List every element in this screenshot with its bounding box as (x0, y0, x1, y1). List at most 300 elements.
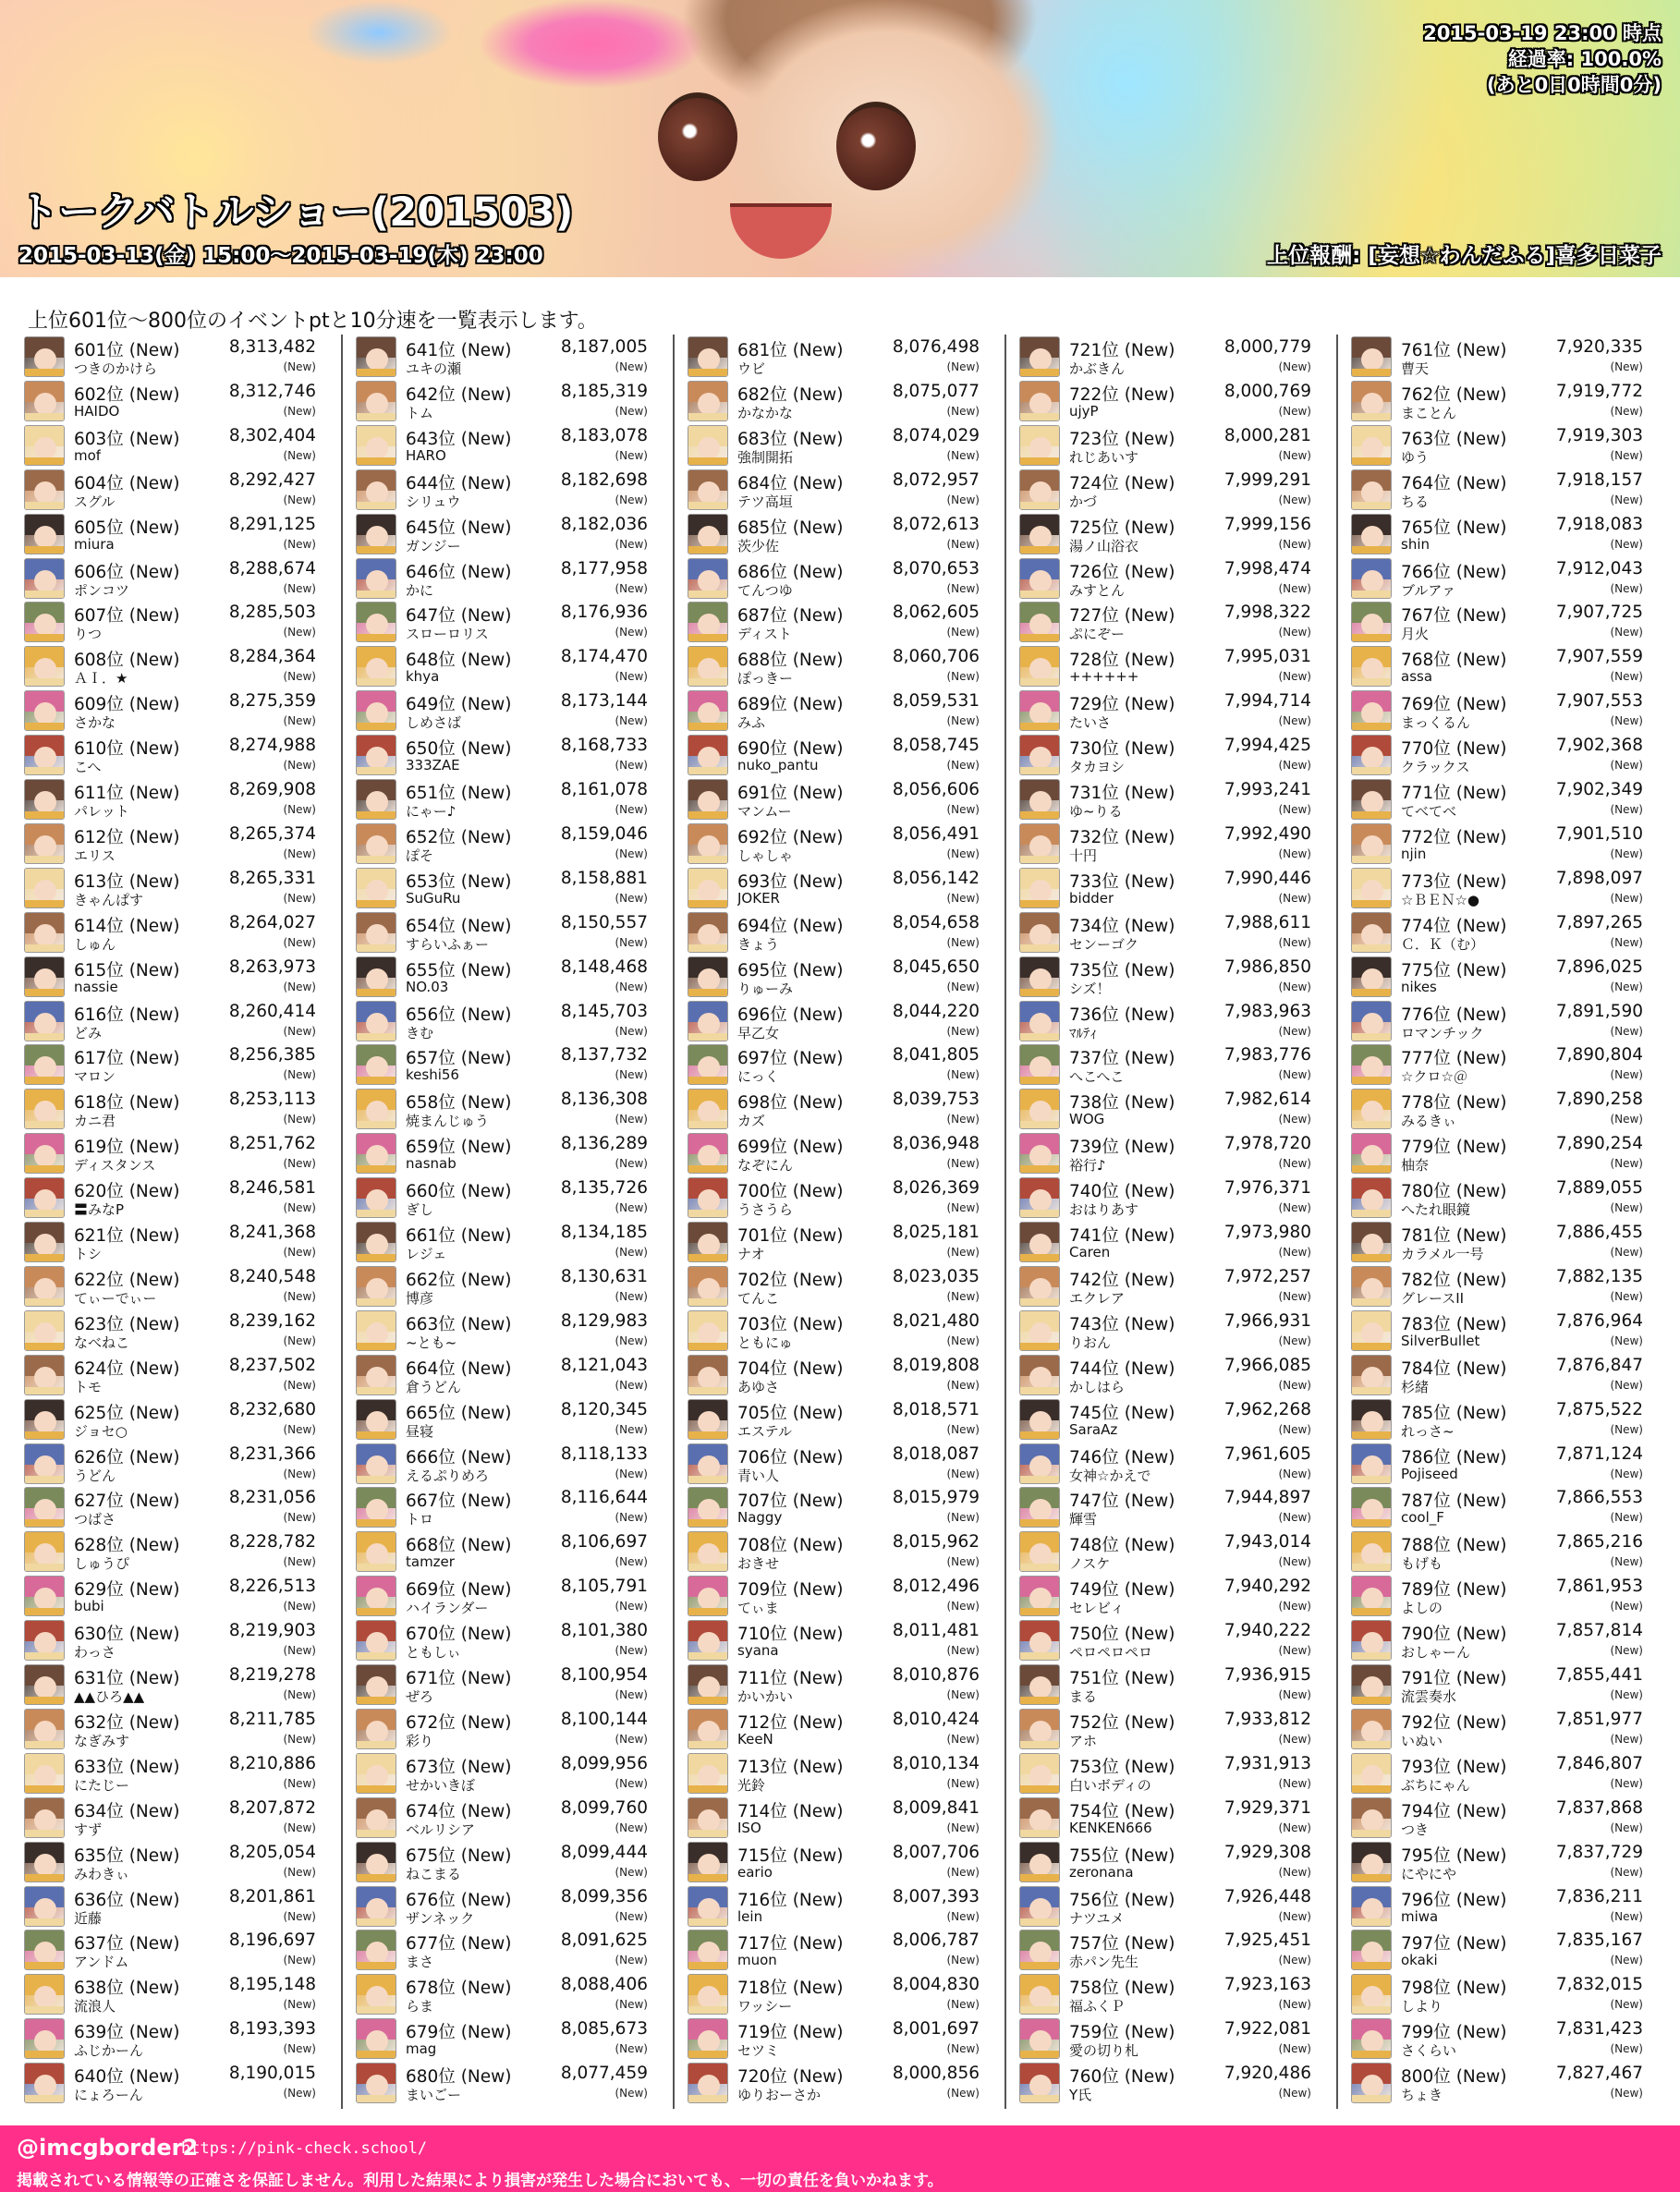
ranking-entry (1351, 733, 1656, 777)
speed-label: (New) (1278, 714, 1311, 728)
event-points: 8,173,144 (560, 691, 648, 712)
avatar (24, 469, 65, 510)
event-points: 7,876,964 (1555, 1310, 1643, 1331)
event-points: 7,972,257 (1223, 1266, 1311, 1286)
ranking-entry (24, 1397, 329, 1442)
event-points: 8,210,886 (228, 1753, 316, 1773)
speed-label: (New) (615, 1157, 648, 1171)
player-name: まる (1069, 1688, 1098, 1705)
player-name: さくらい (1401, 2042, 1457, 2060)
avatar (24, 1310, 65, 1351)
rank-label: 635位 (New) (74, 1845, 180, 1866)
speed-label: (New) (615, 404, 648, 418)
player-name: グレースII (1401, 1289, 1465, 1307)
ranking-entry (1019, 512, 1324, 556)
rank-label: 681位 (New) (737, 341, 844, 360)
speed-label: (New) (1610, 1776, 1643, 1790)
player-name: いぬい (1401, 1732, 1443, 1749)
ranking-entry (356, 423, 661, 468)
avatar (688, 1664, 728, 1705)
speed-label: (New) (1610, 714, 1643, 728)
event-points: 8,190,015 (228, 2064, 316, 2084)
ranking-entry (24, 999, 329, 1043)
event-points: 8,059,531 (892, 691, 980, 712)
player-name: HARO (406, 446, 446, 464)
player-name: ワッシー (737, 1998, 793, 2015)
rank-label: 689位 (New) (737, 695, 844, 715)
player-name: tamzer (406, 1553, 455, 1571)
player-name: SilverBullet (1401, 1332, 1480, 1349)
ranking-entry (24, 1662, 329, 1707)
player-name: きゃんぱす (74, 891, 144, 908)
player-name: lein (737, 1907, 763, 1925)
event-points: 7,851,977 (1555, 1709, 1643, 1729)
ranking-entry (688, 1309, 992, 1353)
site-url-link[interactable]: https://pink-check.school/ (181, 2139, 428, 2158)
ranking-entry (688, 644, 992, 688)
ranking-entry (688, 600, 992, 644)
avatar (1351, 1531, 1392, 1572)
avatar (1019, 425, 1060, 466)
ranking-entry (688, 1485, 992, 1529)
ranking-entry (24, 1485, 329, 1529)
player-name: マロン (74, 1068, 116, 1086)
rank-label: 614位 (New) (74, 916, 180, 936)
avatar (1019, 1044, 1060, 1085)
ranking-entry (688, 468, 992, 512)
speed-label: (New) (615, 980, 648, 993)
ranking-entry (356, 1353, 661, 1397)
player-name: ちょき (1401, 2087, 1443, 2104)
ranking-entry (1019, 1529, 1324, 1574)
ranking-entry (688, 1707, 992, 1751)
player-name: nuko_pantu (737, 757, 819, 774)
event-points: 8,265,374 (228, 823, 316, 844)
rank-label: 739位 (New) (1069, 1138, 1175, 1158)
speed-label: (New) (1610, 1422, 1643, 1436)
event-points: 7,988,611 (1223, 912, 1311, 932)
avatar (1351, 779, 1392, 820)
player-name: カズ (737, 1113, 766, 1130)
ranking-entry (1351, 1131, 1656, 1175)
rank-label: 693位 (New) (737, 871, 844, 892)
rank-label: 621位 (New) (74, 1226, 180, 1246)
avatar (356, 779, 396, 820)
speed-label: (New) (946, 1333, 980, 1347)
player-name: ＡＩ．★ (74, 670, 128, 688)
speed-label: (New) (615, 626, 648, 639)
event-points: 7,961,605 (1223, 1443, 1311, 1464)
ranking-entry (1351, 1840, 1656, 1884)
avatar (24, 1443, 65, 1484)
avatar (688, 646, 728, 687)
speed-label: (New) (946, 626, 980, 639)
ranking-entry (1019, 556, 1324, 601)
speed-label: (New) (946, 1378, 980, 1392)
player-name: トロ (406, 1511, 434, 1528)
avatar (356, 1709, 396, 1749)
rank-label: 650位 (New) (406, 739, 512, 760)
rank-label: 743位 (New) (1069, 1314, 1175, 1334)
avatar (1351, 823, 1392, 864)
ranking-entry (1019, 1309, 1324, 1353)
avatar (688, 1177, 728, 1218)
speed-label: (New) (283, 1776, 316, 1790)
speed-label: (New) (615, 759, 648, 773)
speed-label: (New) (1610, 581, 1643, 595)
rank-label: 692位 (New) (737, 827, 844, 847)
avatar (1019, 1531, 1060, 1572)
player-name: 光鈴 (737, 1776, 766, 1794)
speed-label: (New) (1278, 935, 1311, 949)
speed-label: (New) (1610, 2087, 1643, 2101)
speed-label: (New) (1278, 1688, 1311, 1701)
rank-label: 796位 (New) (1401, 1890, 1507, 1910)
ranking-entry (688, 1884, 992, 1929)
player-name: ブルアァ (1401, 581, 1456, 599)
event-points: 7,889,055 (1555, 1178, 1643, 1199)
event-points: 7,923,163 (1223, 1975, 1311, 1995)
event-points: 8,182,036 (560, 514, 648, 534)
avatar (1351, 1974, 1392, 2015)
avatar (1019, 1974, 1060, 2015)
event-points: 7,897,265 (1555, 912, 1643, 932)
speed-label: (New) (946, 1246, 980, 1259)
rank-label: 698位 (New) (737, 1093, 844, 1114)
avatar (1351, 1222, 1392, 1262)
player-name: 十円 (1069, 846, 1098, 864)
rank-label: 694位 (New) (737, 916, 844, 936)
player-name: 昼寝 (406, 1422, 434, 1440)
ranking-entry (1351, 1485, 1656, 1529)
ranking-entry (24, 955, 329, 999)
speed-label: (New) (1610, 803, 1643, 816)
event-points: 7,882,135 (1555, 1266, 1643, 1286)
rank-label: 660位 (New) (406, 1182, 512, 1202)
avatar (1351, 425, 1392, 466)
avatar (356, 956, 396, 997)
event-points: 7,886,455 (1555, 1223, 1643, 1242)
rank-label: 754位 (New) (1069, 1801, 1175, 1821)
speed-label: (New) (1610, 1024, 1643, 1038)
ranking-entry (1351, 777, 1656, 822)
event-points: 8,246,581 (228, 1178, 316, 1199)
avatar (24, 1487, 65, 1528)
avatar (24, 336, 65, 377)
avatar (356, 2018, 396, 2059)
event-points: 8,015,979 (892, 1488, 980, 1508)
rank-label: 662位 (New) (406, 1270, 512, 1290)
speed-label: (New) (615, 714, 648, 728)
player-name: スローロリス (406, 626, 489, 643)
player-name: てぃーでぃー (74, 1289, 157, 1307)
rank-label: 671位 (New) (406, 1669, 512, 1688)
rank-label: 626位 (New) (74, 1447, 180, 1467)
event-points: 8,099,356 (560, 1886, 648, 1906)
rank-label: 619位 (New) (74, 1138, 180, 1158)
player-name: かしはら (1069, 1378, 1126, 1395)
avatar (356, 469, 396, 510)
event-points: 8,312,746 (228, 381, 316, 401)
avatar (1019, 956, 1060, 997)
ranking-entry (688, 866, 992, 910)
avatar (356, 912, 396, 953)
event-points: 8,012,496 (892, 1577, 980, 1597)
ranking-entry (1351, 1042, 1656, 1087)
event-points: 7,837,868 (1555, 1797, 1643, 1818)
player-name: NO.03 (406, 978, 449, 995)
rank-label: 798位 (New) (1401, 1979, 1507, 1999)
player-name: しゃしゃ (737, 846, 794, 864)
ranking-entry (688, 955, 992, 999)
avatar (1019, 1310, 1060, 1351)
column-divider (673, 335, 675, 2109)
rank-label: 768位 (New) (1401, 651, 1507, 671)
avatar (24, 1886, 65, 1927)
player-name: miwa (1401, 1907, 1439, 1925)
rank-label: 697位 (New) (737, 1049, 844, 1069)
ranking-entry (24, 1707, 329, 1751)
speed-label: (New) (946, 1068, 980, 1082)
rank-label: 670位 (New) (406, 1625, 512, 1645)
speed-label: (New) (283, 493, 316, 506)
rank-label: 770位 (New) (1401, 739, 1507, 760)
player-name: えるぷりめろ (406, 1467, 490, 1484)
rank-label: 752位 (New) (1069, 1712, 1175, 1733)
speed-label: (New) (1610, 1821, 1643, 1834)
ranking-entry (1019, 777, 1324, 822)
ranking-entry (1019, 1353, 1324, 1397)
speed-label: (New) (946, 1422, 980, 1436)
event-points: 7,999,291 (1223, 469, 1311, 490)
rank-label: 672位 (New) (406, 1712, 512, 1733)
player-name: セレビィ (1069, 1600, 1125, 1617)
player-name: ﾏﾙﾃｨ (1069, 1024, 1098, 1041)
banner-artwork-eye-right (836, 102, 916, 190)
event-points: 8,009,841 (892, 1797, 980, 1818)
ranking-entry (24, 600, 329, 644)
ranking-entry (688, 1175, 992, 1220)
rank-label: 620位 (New) (74, 1182, 180, 1202)
ranking-entry (688, 1442, 992, 1486)
player-name: おはりあす (1069, 1201, 1139, 1219)
player-name: へたれ眼鏡 (1401, 1201, 1471, 1219)
player-name: Naggy (737, 1509, 783, 1527)
rank-label: 747位 (New) (1069, 1492, 1175, 1512)
speed-label: (New) (1610, 1068, 1643, 1082)
ranking-entry (1019, 733, 1324, 777)
rank-label: 729位 (New) (1069, 695, 1175, 715)
avatar (24, 2018, 65, 2059)
event-points: 8,056,606 (892, 780, 980, 799)
speed-label: (New) (946, 1732, 980, 1746)
player-name: ディスタンス (74, 1157, 156, 1175)
player-name: よしの (1401, 1600, 1443, 1617)
event-points: 8,182,698 (560, 469, 648, 490)
event-points: 7,966,085 (1223, 1355, 1311, 1375)
ranking-entry (1351, 1618, 1656, 1662)
speed-label: (New) (1610, 537, 1643, 551)
disclaimer-text: 掲載されている情報等の正確さを保証しません。利用した結果により損害が発生した場合においても、一切の責任を負いかねます。 (17, 2172, 943, 2190)
event-points: 7,943,014 (1223, 1532, 1311, 1553)
player-name: ゆりおーさか (737, 2087, 822, 2104)
ranking-entry (356, 1397, 661, 1442)
speed-label: (New) (615, 1201, 648, 1215)
speed-label: (New) (615, 1909, 648, 1923)
rank-label: 669位 (New) (406, 1580, 512, 1601)
event-points: 8,231,056 (228, 1488, 316, 1508)
speed-label: (New) (1610, 1157, 1643, 1171)
event-points: 8,072,957 (892, 469, 980, 490)
rank-label: 657位 (New) (406, 1049, 512, 1069)
rank-label: 690位 (New) (737, 739, 844, 760)
rank-label: 678位 (New) (406, 1979, 512, 1999)
event-points: 7,926,448 (1223, 1886, 1311, 1906)
player-name: 〓みなP (74, 1201, 125, 1219)
speed-label: (New) (1610, 891, 1643, 905)
player-name: きょう (737, 935, 780, 953)
ranking-entry (356, 468, 661, 512)
speed-label: (New) (283, 1068, 316, 1082)
event-points: 7,983,776 (1223, 1045, 1311, 1066)
speed-label: (New) (1610, 1909, 1643, 1923)
event-period: 2015-03-13(金) 15:00～2015-03-19(木) 23:00 (18, 244, 543, 268)
avatar (1019, 1266, 1060, 1307)
event-points: 8,101,380 (560, 1621, 648, 1641)
speed-label: (New) (946, 1865, 980, 1879)
speed-label: (New) (1278, 537, 1311, 551)
avatar (1019, 381, 1060, 421)
event-points: 7,994,714 (1223, 691, 1311, 712)
ranking-entry (356, 1529, 661, 1574)
twitter-handle-link[interactable]: @imcgborder2 (17, 2135, 199, 2161)
speed-label: (New) (946, 935, 980, 949)
ranking-entry (688, 423, 992, 468)
rank-label: 658位 (New) (406, 1093, 512, 1114)
ranking-entry (1019, 1264, 1324, 1309)
avatar (24, 1531, 65, 1572)
event-points: 8,256,385 (228, 1045, 316, 1066)
rank-label: 800位 (New) (1401, 2067, 1507, 2088)
player-name: てぃま (737, 1600, 779, 1617)
speed-label: (New) (283, 1688, 316, 1701)
speed-label: (New) (1610, 493, 1643, 506)
avatar (356, 1886, 396, 1927)
avatar (688, 1886, 728, 1927)
event-points: 8,129,983 (560, 1310, 648, 1331)
event-points: 8,116,644 (560, 1488, 648, 1508)
speed-label: (New) (946, 1555, 980, 1569)
avatar (1351, 469, 1392, 510)
event-points: 8,269,908 (228, 780, 316, 799)
event-points: 8,106,697 (560, 1532, 648, 1553)
ranking-entry (24, 1309, 329, 1353)
event-points: 8,015,962 (892, 1532, 980, 1553)
avatar (688, 1399, 728, 1440)
avatar (356, 381, 396, 421)
ranking-entry (24, 2016, 329, 2061)
rank-label: 769位 (New) (1401, 695, 1507, 715)
speed-label: (New) (1610, 1600, 1643, 1614)
speed-label: (New) (283, 1865, 316, 1879)
avatar (1351, 1310, 1392, 1351)
rank-label: 758位 (New) (1069, 1979, 1175, 1999)
speed-label: (New) (946, 1821, 980, 1834)
speed-label: (New) (615, 537, 648, 551)
rank-label: 794位 (New) (1401, 1801, 1507, 1821)
avatar (1019, 1930, 1060, 1970)
avatar (1019, 823, 1060, 864)
ranking-entry (1351, 512, 1656, 556)
event-points: 8,026,369 (892, 1178, 980, 1199)
ranking-entry (1351, 1220, 1656, 1264)
ranking-entry (1019, 866, 1324, 910)
ranking-entry (688, 1751, 992, 1796)
event-points: 8,105,791 (560, 1577, 648, 1597)
player-name: てべてべ (1401, 803, 1457, 820)
rank-label: 780位 (New) (1401, 1182, 1507, 1202)
rank-label: 651位 (New) (406, 784, 512, 803)
ranking-entry (24, 468, 329, 512)
ranking-entry (24, 512, 329, 556)
avatar (24, 1222, 65, 1262)
rank-label: 625位 (New) (74, 1403, 180, 1423)
speed-label: (New) (283, 1821, 316, 1834)
progress-text: 経過率: 100.0% (1507, 48, 1662, 70)
player-name: Ｃ．Ｋ（む） (1401, 935, 1485, 953)
event-points: 8,264,027 (228, 912, 316, 932)
speed-label: (New) (615, 1688, 648, 1701)
rank-label: 630位 (New) (74, 1625, 180, 1645)
avatar (356, 558, 396, 599)
ranking-entry (1019, 1042, 1324, 1087)
avatar (356, 336, 396, 377)
event-points: 7,962,268 (1223, 1399, 1311, 1419)
ranking-entry (24, 1618, 329, 1662)
ranking-entry (688, 822, 992, 866)
event-points: 8,021,480 (892, 1310, 980, 1331)
event-points: 7,866,553 (1555, 1488, 1643, 1508)
speed-label: (New) (1610, 360, 1643, 373)
status-panel (1423, 20, 1662, 98)
rank-label: 705位 (New) (737, 1403, 844, 1423)
event-points: 8,010,134 (892, 1753, 980, 1773)
avatar (1019, 1355, 1060, 1395)
avatar (1351, 1089, 1392, 1129)
rank-label: 615位 (New) (74, 960, 180, 980)
ranking-entry (356, 1442, 661, 1486)
player-name: ザンネック (406, 1909, 475, 1927)
player-name: eario (737, 1863, 773, 1881)
event-points: 7,902,368 (1555, 736, 1643, 756)
rank-label: 760位 (New) (1069, 2067, 1175, 2088)
ranking-entry (24, 335, 329, 379)
player-name: エクレア (1069, 1289, 1126, 1307)
ranking-entry (1019, 1884, 1324, 1929)
avatar (356, 1443, 396, 1484)
banner-artwork-bow (305, 0, 453, 65)
player-name: ウビ (737, 360, 766, 377)
avatar (1019, 779, 1060, 820)
player-name: bubi (74, 1598, 104, 1615)
ranking-entry (24, 1840, 329, 1884)
ranking-entry (1019, 955, 1324, 999)
event-points: 8,120,345 (560, 1399, 648, 1419)
player-name: テツ高垣 (737, 493, 793, 510)
speed-label: (New) (946, 714, 980, 728)
avatar (688, 2063, 728, 2103)
ranking-column (356, 335, 661, 2109)
